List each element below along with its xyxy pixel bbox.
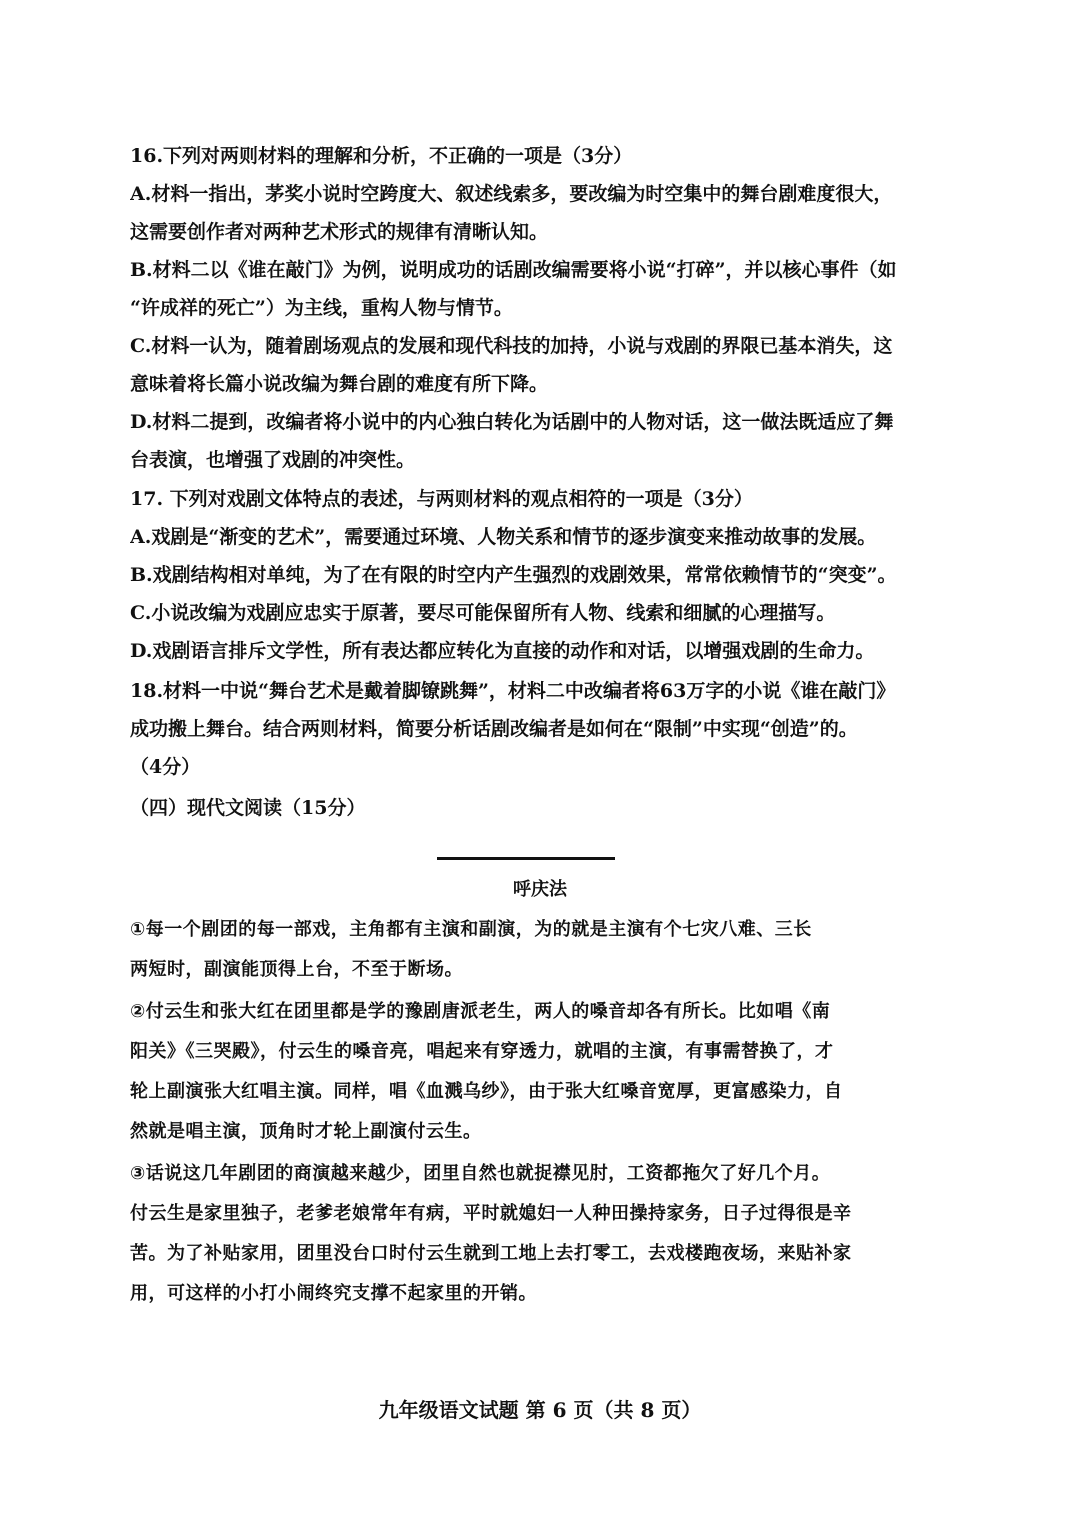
paragraph-1-line-2: 两短时，副演能顶得上台，不至于断场。 (130, 959, 463, 980)
question-18-stem: 18.材料一中说“舞台艺术是戴着脚镣跳舞”，材料二中改编者将63万字的小说《谁在敲门》 (130, 680, 896, 702)
paragraph-3-line-2: 付云生是家里独子，老爹老娘常年有病，平时就媳妇一人种田操持家务，日子过得很是辛 (130, 1203, 852, 1224)
question-18 (130, 672, 960, 786)
question-16-option-c: C.材料一认为，随着剧场观点的发展和现代科技的加持，小说与戏剧的界限已基本消失，这 (130, 335, 893, 357)
paragraph-2-line-1: ②付云生和张大红在团里都是学的豫剧唐派老生，两人的嗓音却各有所长。比如唱《南 (130, 1001, 831, 1022)
paragraph-1-line-1: ①每一个剧团的每一部戏，主角都有主演和副演，为的就是主演有个七灾八难、三长 (130, 919, 812, 940)
paragraph-2-line-3: 轮上副演张大红唱主演。同样，唱《血溅乌纱》，由于张大红嗓音宽厚，更富感染力，自 (130, 1081, 843, 1102)
paragraph-2-line-2: 阳关》《三哭殿》，付云生的嗓音亮，唱起来有穿透力，就唱的主演，有事需替换了，才 (130, 1041, 834, 1062)
paragraph-2-line-4: 然就是唱主演，顶角时才轮上副演付云生。 (130, 1121, 482, 1142)
story-body (130, 910, 960, 1314)
question-17-option-b: B.戏剧结构相对单纯，为了在有限的时空内产生强烈的戏剧效果，常常依赖情节的“突变”。 (130, 564, 897, 586)
title-divider (437, 857, 615, 860)
question-16-option-a: A.材料一指出，茅奖小说时空跨度大、叙述线索多，要改编为时空集中的舞台剧难度很大， (130, 183, 893, 205)
paragraph-3-line-1: ③话说这几年剧团的商演越来越少，团里自然也就捉襟见肘，工资都拖欠了好几个月。 (130, 1163, 831, 1184)
paragraph-3-line-4: 用，可这样的小打小闹终究支撑不起家里的开销。 (130, 1283, 537, 1304)
question-18-points: （4分） (130, 756, 201, 778)
question-18-stem-cont: 成功搬上舞台。结合两则材料，简要分析话剧改编者是如何在“限制”中实现“创造”的。 (130, 718, 858, 740)
question-16-option-d: D.材料二提到，改编者将小说中的内心独白转化为话剧中的人物对话，这一做法既适应了舞 (130, 411, 894, 433)
section-heading-block (130, 789, 960, 827)
question-16-option-a-cont: 这需要创作者对两种艺术形式的规律有清晰认知。 (130, 221, 549, 243)
question-17-stem: 17. 下列对戏剧文体特点的表述，与两则材料的观点相符的一项是（3分） (130, 488, 753, 510)
question-16-option-c-cont: 意味着将长篇小说改编为舞台剧的难度有所下降。 (130, 373, 549, 395)
question-17-option-d: D.戏剧语言排斥文学性，所有表达都应转化为直接的动作和对话，以增强戏剧的生命力。 (130, 640, 875, 662)
question-17-option-c: C.小说改编为戏剧应忠实于原著，要尽可能保留所有人物、线索和细腻的心理描写。 (130, 602, 836, 624)
question-17-option-a: A.戏剧是“渐变的艺术”，需要通过环境、人物关系和情节的逐步演变来推动故事的发展。 (130, 526, 877, 548)
question-16-stem: 16.下列对两则材料的理解和分析，不正确的一项是（3分） (130, 145, 633, 167)
paragraph-3-line-3: 苦。为了补贴家用，团里没台口时付云生就到工地上去打零工，去戏楼跑夜场，来贴补家 (130, 1243, 852, 1264)
question-16-option-d-cont: 台表演，也增强了戏剧的冲突性。 (130, 449, 416, 471)
page-footer: 九年级语文试题 第 6 页（共 8 页） (378, 1398, 702, 1422)
question-16-option-b: B.材料二以《谁在敲门》为例，说明成功的话剧改编需要将小说“打碎”，并以核心事件（如 (130, 259, 897, 281)
story-author: 呼庆法 (513, 879, 567, 900)
question-16-option-b-cont: “许成祥的死亡”）为主线，重构人物与情节。 (130, 297, 513, 319)
question-16 (130, 137, 960, 479)
section-heading: （四）现代文阅读（15分） (130, 797, 366, 819)
question-17 (130, 480, 960, 670)
